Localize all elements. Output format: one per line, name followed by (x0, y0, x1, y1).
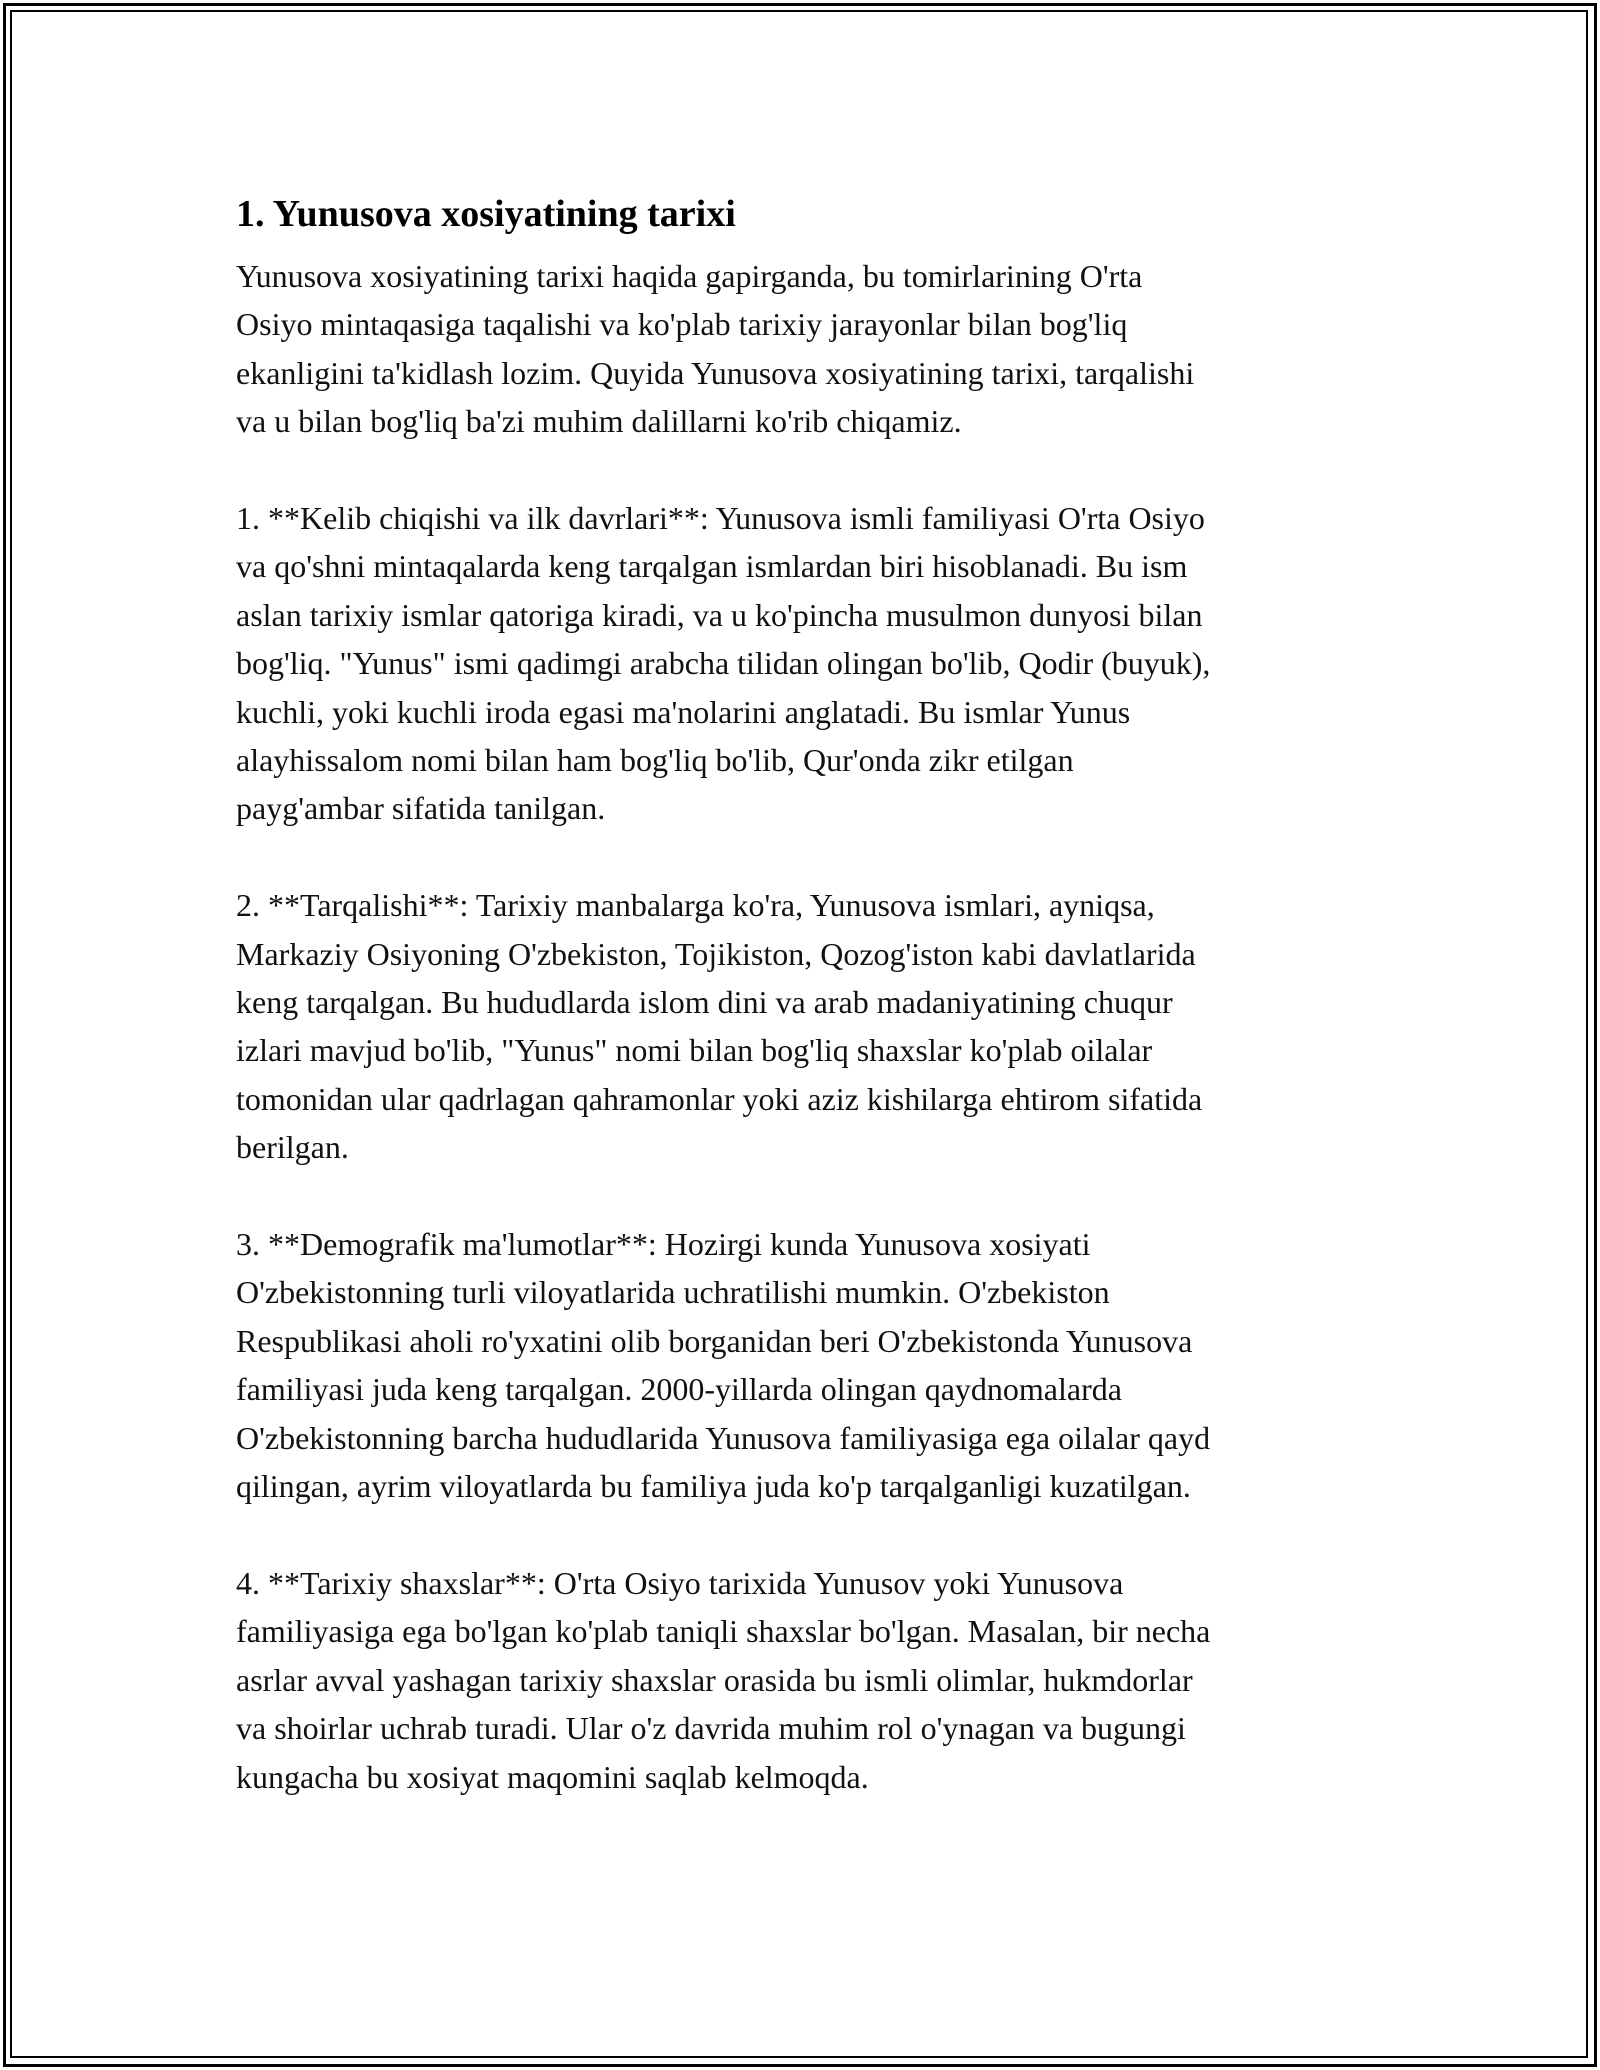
paragraph-distribution: 2. **Tarqalishi**: Tarixiy manbalarga ko'ra, Yunusova ismlari, ayniqsa, Markaziy Osiyoning O'zbekiston, Tojikiston, Qozog'iston kabi davlatlarida keng tarqalgan. Bu hududlarda islom dini va arab madaniyatining chuqur izlari mavjud bo'lib, "Yunus" nomi bilan bog'liq shaxslar ko'plab oilalar tomonidan ular qadrlagan qahramonlar yoki aziz kishilarga ehtirom sifatida berilgan. (236, 887, 1203, 1166)
document-body (236, 190, 1366, 1849)
paragraph-historical-figures: 4. **Tarixiy shaxslar**: O'rta Osiyo tarixida Yunusov yoki Yunusova familiyasiga ega bo'lgan ko'plab taniqli shaxslar bo'lgan. Masalan, bir necha asrlar avval yashagan tarixiy shaxslar orasida bu ismli olimlar, hukmdorlar va shoirlar uchrab turadi. Ular o'z davrida muhim rol o'ynagan va bugungi kungacha bu xosiyat maqomini saqlab kelmoqda. (236, 1564, 1211, 1795)
section-heading: 1. Yunusova xosiyatining tarixi (236, 193, 736, 235)
paragraph-demographics: 3. **Demografik ma'lumotlar**: Hozirgi kunda Yunusova xosiyati O'zbekistonning turli viloyatlarida uchratilishi mumkin. O'zbekiston Respublikasi aholi ro'yxatini olib borganidan beri O'zbekistonda Yunusova familiyasi juda keng tarqalgan. 2000-yillarda olingan qaydnomalarda O'zbekistonning barcha hududlarida Yunusova familiyasiga ega oilalar qayd qilingan, ayrim viloyatlarda bu familiya juda ko'p tarqalganligi kuzatilgan. (236, 1226, 1211, 1505)
paragraph-origin: 1. **Kelib chiqishi va ilk davrlari**: Yunusova ismli familiyasi O'rta Osiyo va qo'shni mintaqalarda keng tarqalgan ismlardan biri hisoblanadi. Bu ism aslan tarixiy ismlar qatoriga kiradi, va u ko'pincha musulmon dunyosi bilan bog'liq. "Yunus" ismi qadimgi arabcha tilidan olingan bo'lib, Qodir (buyuk), kuchli, yoki kuchli iroda egasi ma'nolarini anglatadi. Bu ismlar Yunus alayhissalom nomi bilan ham bog'liq bo'lib, Qur'onda zikr etilgan payg'ambar sifatida tanilgan. (236, 500, 1211, 827)
intro-paragraph: Yunusova xosiyatining tarixi haqida gapirganda, bu tomirlarining O'rta Osiyo mintaqasiga taqalishi va ko'plab tarixiy jarayonlar bilan bog'liq ekanligini ta'kidlash lozim. Quyida Yunusova xosiyatining tarixi, tarqalishi va u bilan bog'liq ba'zi muhim dalillarni ko'rib chiqamiz. (236, 258, 1195, 440)
